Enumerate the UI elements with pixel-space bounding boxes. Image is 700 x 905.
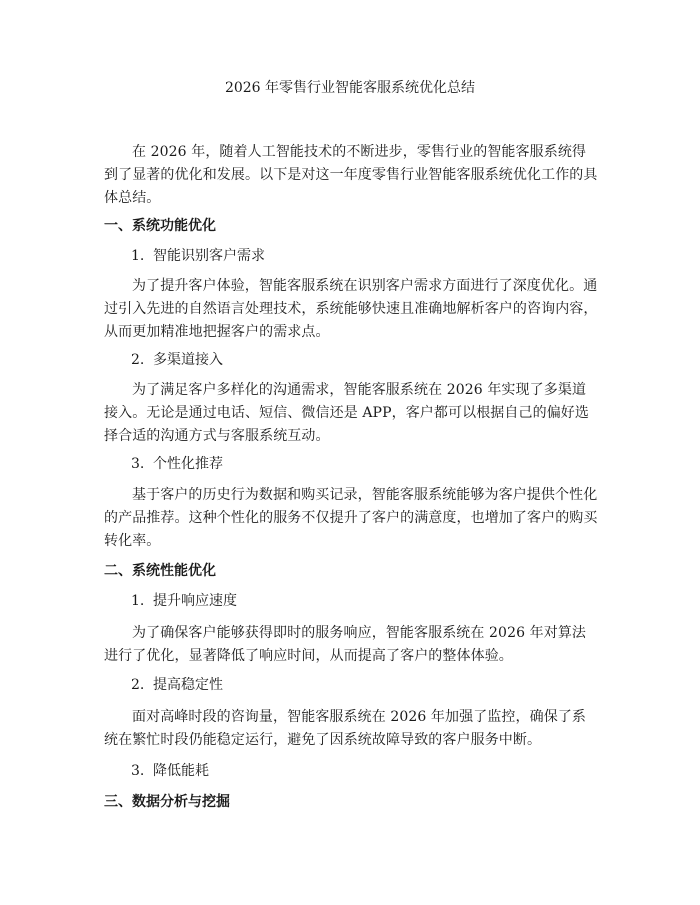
subsection-body-1-2: 为了满足客户多样化的沟通需求，智能客服系统在 2026 年实现了多渠道接入。无论是通过电话、短信、微信还是 APP，客户都可以根据自己的偏好选择合适的沟通方式与客服系统互动。	[104, 382, 589, 444]
subsection-heading-1-3	[131, 454, 601, 474]
subsection-title: 提升响应速度	[153, 593, 237, 609]
intro-paragraph: 在 2026 年，随着人工智能技术的不断进步，零售行业的智能客服系统得到了显著的优化和发展。以下是对这一年度零售行业智能客服系统优化工作的具体总结。	[104, 144, 598, 206]
document-title: 2026 年零售行业智能客服系统优化总结	[224, 80, 476, 96]
subsection-body-1-3: 基于客户的历史行为数据和购买记录，智能客服系统能够为客户提供个性化的产品推荐。这种个性化的服务不仅提升了客户的满意度，也增加了客户的购买转化率。	[104, 487, 598, 549]
subsection-heading-1-1	[131, 246, 601, 266]
subsection-heading-2-3	[131, 761, 601, 781]
section-heading-2: 二、系统性能优化	[104, 563, 216, 579]
subsection-body-2-2: 面对高峰时段的咨询量，智能客服系统在 2026 年加强了监控，确保了系统在繁忙时段仍能稳定运行，避免了因系统故障导致的客户服务中断。	[104, 709, 587, 748]
subsection-number: 1.	[131, 248, 145, 264]
subsection-number: 3.	[131, 456, 145, 472]
section-heading-3: 三、数据分析与挖掘	[104, 794, 230, 810]
subsection-body-1-1: 为了提升客户体验，智能客服系统在识别客户需求方面进行了深度优化。通过引入先进的自然语言处理技术，系统能够快速且准确地解析客户的咨询内容，从而更加精准地把握客户的需求点。	[104, 278, 598, 340]
subsection-heading-2-2	[131, 675, 601, 695]
subsection-heading-2-1	[131, 591, 601, 611]
subsection-number: 2.	[131, 677, 145, 693]
subsection-number: 1.	[131, 593, 145, 609]
subsection-number: 3.	[131, 763, 145, 779]
subsection-title: 智能识别客户需求	[153, 248, 265, 264]
subsection-title: 提高稳定性	[153, 677, 223, 693]
subsection-title: 个性化推荐	[153, 456, 223, 472]
section-heading-1: 一、系统功能优化	[104, 218, 216, 234]
subsection-title: 多渠道接入	[153, 352, 223, 368]
subsection-title: 降低能耗	[153, 763, 209, 779]
subsection-number: 2.	[131, 352, 145, 368]
subsection-heading-1-2	[131, 350, 601, 370]
subsection-body-2-1: 为了确保客户能够获得即时的服务响应，智能客服系统在 2026 年对算法进行了优化，显著降低了响应时间，从而提高了客户的整体体验。	[104, 625, 587, 664]
